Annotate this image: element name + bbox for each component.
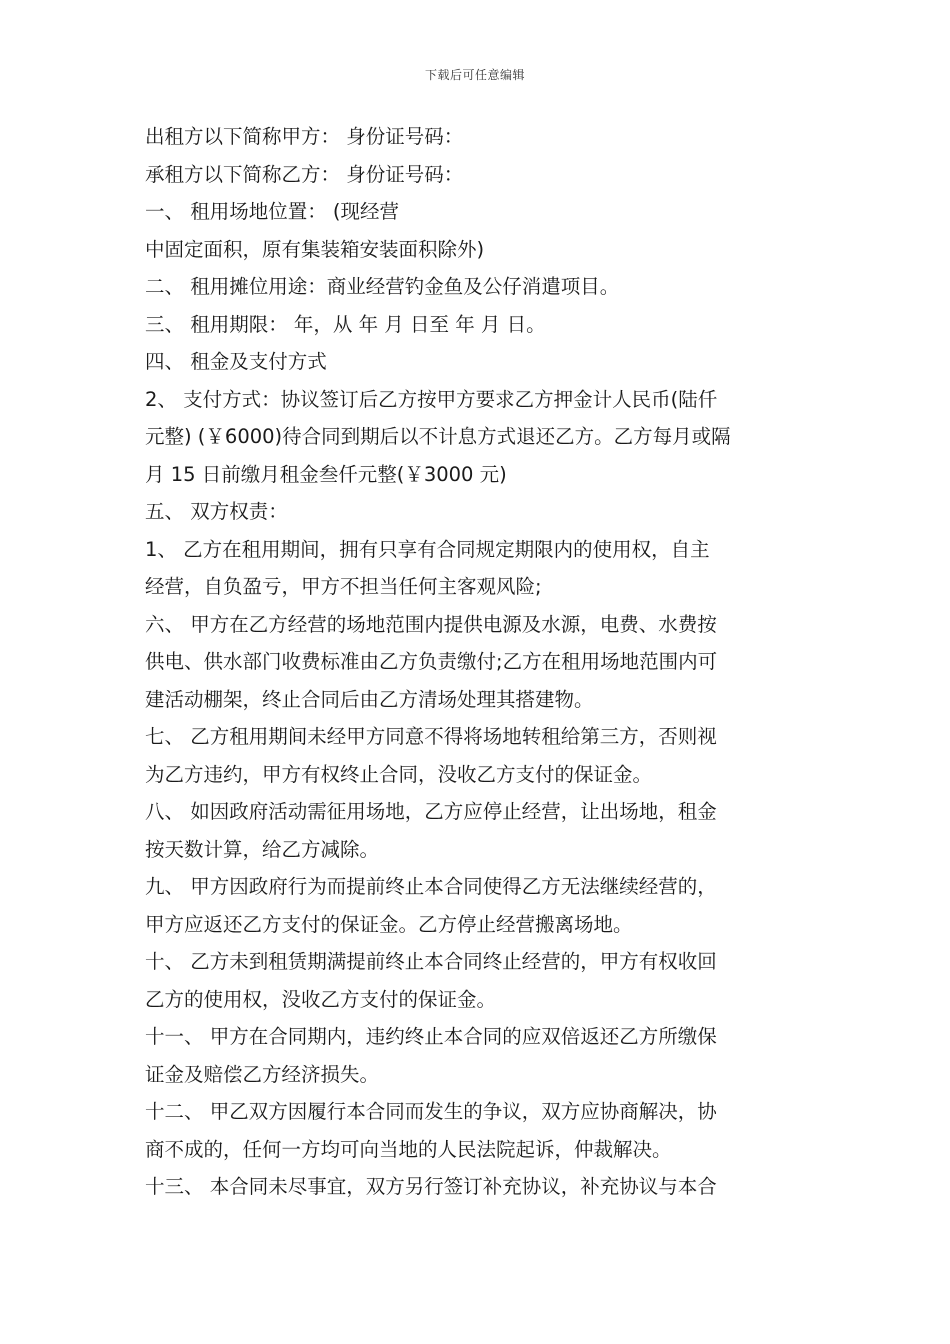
text-line: 八、 如因政府活动需征用场地，乙方应停止经营，让出场地，租金	[145, 800, 717, 823]
text-line: 为乙方违约，甲方有权终止合同，没收乙方支付的保证金。	[145, 762, 653, 786]
text-line: 2、 支付方式：协议签订后乙方按甲方要求乙方押金计人民币(陆仟	[145, 387, 718, 411]
text-line: 七、 乙方租用期间未经甲方同意不得将场地转租给第三方，否则视	[145, 725, 717, 748]
text-line: 供电、供水部门收费标准由乙方负责缴付;乙方在租用场地范围内可	[145, 650, 718, 673]
page-header: 下载后可任意编辑	[424, 68, 525, 82]
text-line: 按天数计算，给乙方减除。	[145, 837, 380, 861]
text-line: 商不成的，任何一方均可向当地的人民法院起诉，仲裁解决。	[145, 1137, 672, 1161]
text-line: 十一、 甲方在合同期内，违约终止本合同的应双倍返还乙方所缴保	[145, 1025, 717, 1048]
text-line: 出租方以下简称甲方： 身份证号码：	[145, 125, 464, 148]
text-line: 元整) (￥6000)待合同到期后以不计息方式退还乙方。乙方每月或隔	[145, 425, 731, 448]
text-line: 月 15 日前缴月租金叁仟元整(￥3000 元)	[145, 462, 507, 486]
text-line: 证金及赔偿乙方经济损失。	[145, 1062, 380, 1086]
text-line: 中固定面积，原有集装箱安装面积除外)	[145, 237, 485, 261]
text-line: 十、 乙方未到租赁期满提前终止本合同终止经营的，甲方有权收回	[145, 950, 717, 973]
text-line: 1、 乙方在租用期间，拥有只享有合同规定期限内的使用权，自主	[145, 537, 710, 561]
text-line: 建活动棚架，终止合同后由乙方清场处理其搭建物。	[145, 687, 594, 711]
text-line: 一、 租用场地位置： (现经营	[145, 200, 400, 223]
text-line: 六、 甲方在乙方经营的场地范围内提供电源及水源，电费、水费按	[145, 612, 717, 636]
text-line: 承租方以下简称乙方： 身份证号码：	[145, 162, 464, 186]
contract-body	[145, 118, 809, 1206]
text-line: 乙方的使用权，没收乙方支付的保证金。	[145, 987, 497, 1011]
text-line: 五、 双方权责：	[145, 500, 288, 523]
text-line: 十三、 本合同未尽事宜，双方另行签订补充协议，补充协议与本合	[145, 1175, 717, 1198]
text-line: 经营，自负盈亏，甲方不担当任何主客观风险;	[145, 575, 542, 598]
text-line: 九、 甲方因政府行为而提前终止本合同使得乙方无法继续经营的，	[145, 875, 717, 898]
text-line: 十二、 甲乙双方因履行本合同而发生的争议，双方应协商解决，协	[145, 1100, 717, 1123]
text-line: 四、 租金及支付方式	[145, 350, 327, 373]
text-line: 二、 租用摊位用途：商业经营钓金鱼及公仔消遣项目。	[145, 275, 620, 298]
text-line: 三、 租用期限： 年，从 年 月 日至 年 月 日。	[145, 312, 546, 336]
text-line: 甲方应返还乙方支付的保证金。乙方停止经营搬离场地。	[145, 912, 633, 936]
